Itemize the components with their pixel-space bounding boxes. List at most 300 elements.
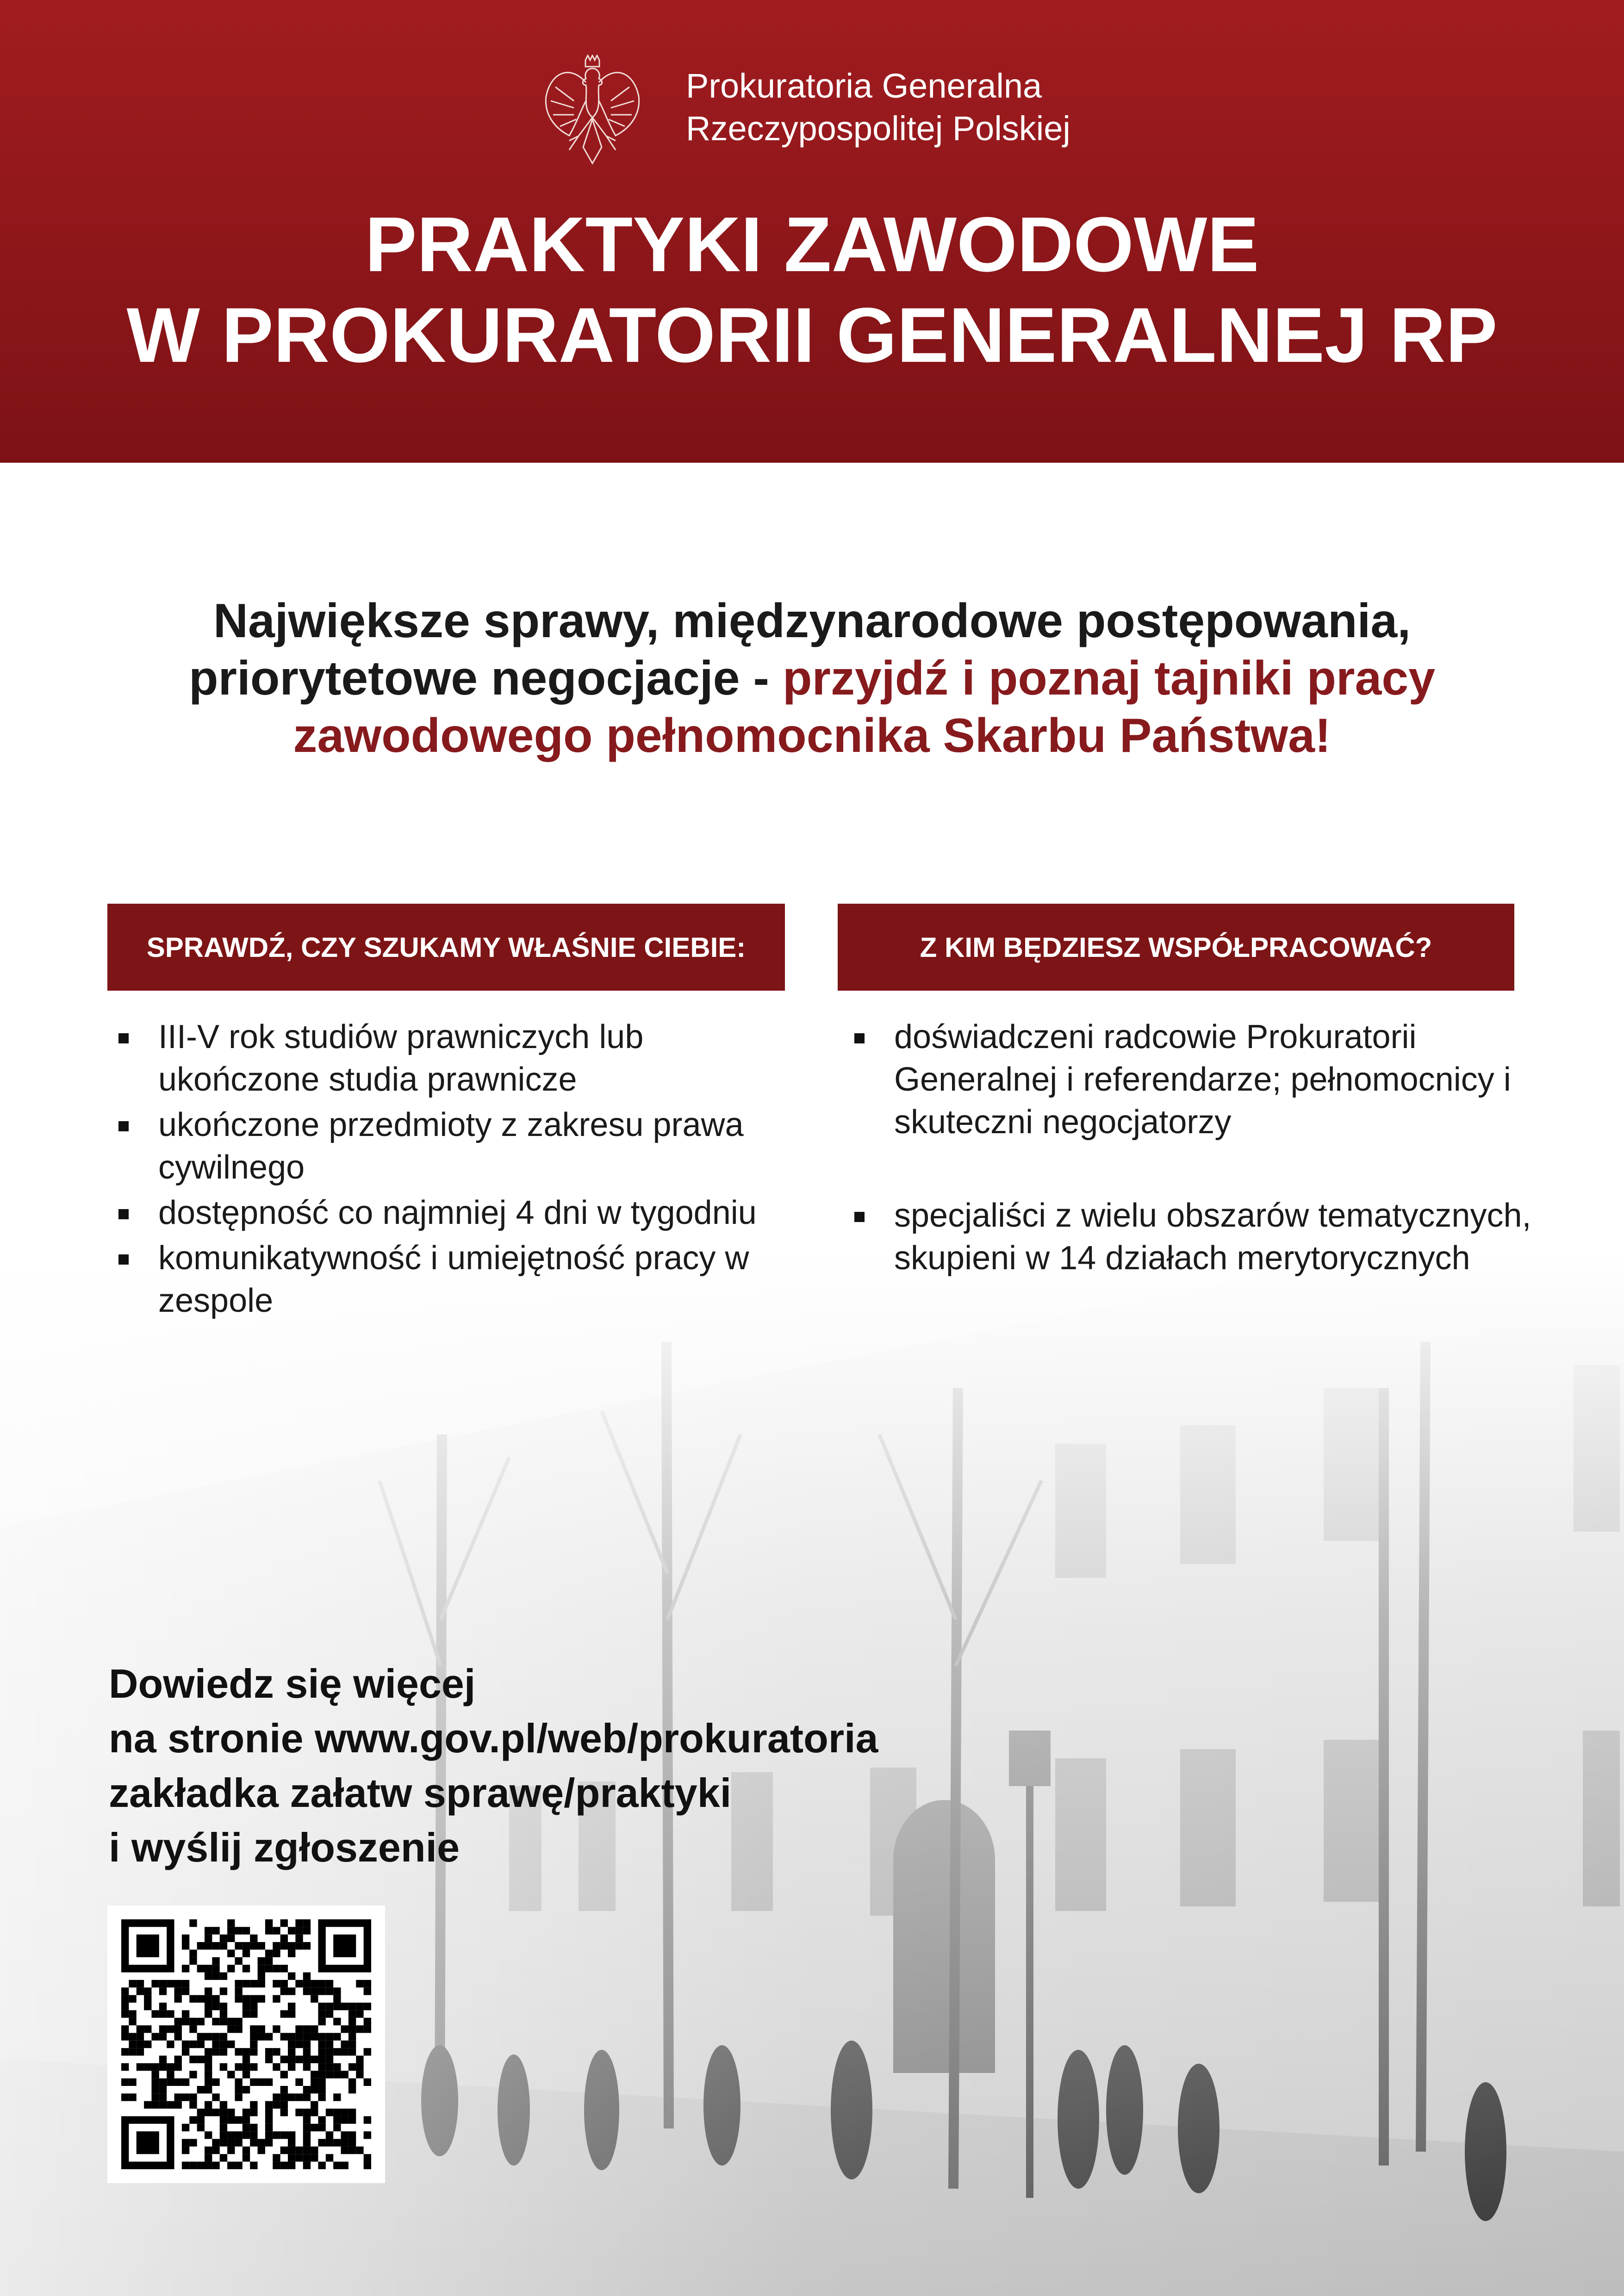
qr-module — [129, 2048, 136, 2055]
qr-module — [159, 2093, 167, 2101]
qr-module — [243, 2116, 250, 2123]
collaborators-list — [852, 1016, 1537, 1330]
qr-module — [341, 2003, 348, 2010]
qr-module — [258, 1957, 265, 1965]
qr-module — [151, 2071, 159, 2078]
qr-module — [333, 2063, 341, 2071]
qr-module — [303, 2063, 311, 2071]
qr-module — [288, 1927, 295, 1934]
qr-module — [273, 2162, 280, 2169]
qr-module — [318, 2162, 325, 2169]
qr-module — [212, 2003, 219, 2010]
qr-module — [250, 2101, 257, 2109]
qr-module — [250, 1980, 257, 1987]
qr-module — [243, 2063, 250, 2071]
qr-module — [273, 1942, 280, 1949]
qr-module — [159, 2010, 167, 2017]
qr-module — [243, 1980, 250, 1987]
list-item-text: dostępność co najmniej 4 dni w tygodniu — [158, 1194, 757, 1231]
qr-module — [121, 2010, 129, 2017]
qr-module — [182, 2041, 189, 2048]
qr-module — [295, 2109, 303, 2116]
qr-module — [205, 1995, 212, 2003]
list-item — [116, 1104, 810, 1189]
qr-module — [197, 2109, 205, 2116]
qr-module — [311, 2124, 318, 2131]
list-item — [116, 1016, 810, 1101]
list-item-text: doświadczeni radcowie Prokuratorii Generalnej i referendarze; pełnomocnicy i skuteczni negocjatorzy — [894, 1018, 1511, 1141]
qr-module — [220, 2041, 227, 2048]
qr-module — [295, 2033, 303, 2040]
qr-module — [348, 2139, 356, 2147]
qr-module — [167, 1980, 174, 1987]
qr-module — [250, 1995, 257, 2003]
qr-module — [356, 2010, 363, 2017]
more-info-line2: na stronie www.gov.pl/web/prokuratoria — [109, 1715, 878, 1761]
qr-module — [348, 2041, 356, 2048]
qr-module — [182, 2093, 189, 2101]
tagline-line3-red: zawodowego pełnomocnika Skarbu Państwa! — [293, 709, 1331, 763]
qr-module — [205, 2079, 212, 2086]
qr-module — [280, 1965, 288, 1972]
bullet-square-icon — [854, 1212, 865, 1222]
qr-module — [121, 2033, 129, 2040]
qr-module — [288, 1973, 295, 1980]
qr-module — [144, 1987, 151, 1995]
qr-module — [364, 2116, 371, 2123]
qr-module — [227, 2071, 235, 2078]
qr-module — [303, 2154, 311, 2161]
qr-module — [311, 2025, 318, 2033]
org-name-line2: Rzeczypospolitej Polskiej — [686, 109, 1070, 148]
qr-module — [303, 2056, 311, 2063]
qr-module — [303, 2147, 311, 2154]
qr-module — [137, 2063, 144, 2071]
qr-module — [258, 1980, 265, 1987]
qr-module — [258, 1965, 265, 1972]
qr-module — [205, 2056, 212, 2063]
qr-module — [280, 2109, 288, 2116]
qr-module — [189, 2162, 197, 2169]
qr-module — [265, 2048, 273, 2055]
qr-module — [129, 2018, 136, 2025]
qr-module — [235, 1995, 242, 2003]
qr-module — [280, 2056, 288, 2063]
qr-module — [235, 1957, 242, 1965]
qr-module — [273, 1927, 280, 1934]
qr-module — [258, 2025, 265, 2033]
qr-module — [129, 2079, 136, 2086]
qr-module — [151, 2093, 159, 2101]
qr-module — [205, 2109, 212, 2116]
qr-module — [364, 2162, 371, 2169]
qr-module — [151, 2086, 159, 2093]
qr-module — [326, 2003, 333, 2010]
qr-module — [167, 2079, 174, 2086]
qr-module — [265, 2079, 273, 2086]
qr-module — [364, 2025, 371, 2033]
list-item-text: ukończone przedmioty z zakresu prawa cywilnego — [158, 1106, 744, 1186]
qr-module — [341, 2131, 348, 2139]
qr-module — [303, 1919, 311, 1927]
requirements-heading-box — [107, 904, 785, 991]
qr-module — [318, 2079, 325, 2086]
qr-module — [311, 2079, 318, 2086]
qr-module — [212, 2139, 219, 2147]
qr-module — [235, 2018, 242, 2025]
qr-module — [311, 2147, 318, 2154]
qr-module — [333, 1995, 341, 2003]
qr-module — [159, 2063, 167, 2071]
qr-module — [159, 2086, 167, 2093]
qr-module — [243, 2003, 250, 2010]
qr-module — [356, 2071, 363, 2078]
qr-module — [280, 2086, 288, 2093]
qr-module — [280, 1942, 288, 1949]
qr-module — [288, 2139, 295, 2147]
qr-module — [273, 2131, 280, 2139]
qr-module — [167, 2063, 174, 2071]
qr-module — [250, 2003, 257, 2010]
qr-module — [326, 2154, 333, 2161]
qr-module — [121, 2079, 129, 2086]
qr-module — [212, 2147, 219, 2154]
qr-module — [189, 1919, 197, 1927]
qr-module — [144, 2101, 151, 2109]
qr-module — [235, 1987, 242, 1995]
qr-module — [318, 2063, 325, 2071]
qr-module — [174, 2056, 182, 2063]
list-item — [116, 1237, 810, 1322]
qr-module — [303, 2116, 311, 2123]
more-info-line4: i wyślij zgłoszenie — [109, 1824, 460, 1870]
qr-module — [250, 2041, 257, 2048]
qr-module — [288, 2162, 295, 2169]
list-item — [116, 1191, 810, 1234]
qr-module — [197, 2041, 205, 2048]
qr-module — [348, 2131, 356, 2139]
qr-module — [129, 2093, 136, 2101]
qr-module — [212, 1995, 219, 2003]
qr-module — [197, 1942, 205, 1949]
qr-module — [220, 2154, 227, 2161]
qr-module — [182, 2010, 189, 2017]
qr-module — [212, 2033, 219, 2040]
qr-module — [205, 2010, 212, 2017]
qr-module — [273, 1980, 280, 1987]
qr-module — [288, 2131, 295, 2139]
qr-module — [243, 2071, 250, 2078]
qr-module — [227, 2109, 235, 2116]
qr-module — [227, 1935, 235, 1942]
qr-module — [250, 2033, 257, 2040]
qr-module — [227, 1927, 235, 1934]
qr-module — [311, 2056, 318, 2063]
qr-module — [235, 2079, 242, 2086]
qr-module — [227, 1949, 235, 1957]
qr-module — [243, 1927, 250, 1934]
qr-module — [205, 2003, 212, 2010]
qr-module — [121, 2003, 129, 2010]
qr-code[interactable] — [107, 1905, 385, 2183]
qr-module — [121, 1995, 129, 2003]
qr-module — [243, 2124, 250, 2131]
qr-module — [243, 2048, 250, 2055]
qr-module — [197, 2116, 205, 2123]
qr-module — [356, 2056, 363, 2063]
qr-module — [220, 1987, 227, 1995]
qr-module — [273, 2093, 280, 2101]
qr-code-icon — [121, 1919, 371, 2169]
qr-module — [303, 1987, 311, 1995]
qr-module — [121, 1987, 129, 1995]
header-banner — [0, 0, 1624, 463]
qr-module — [364, 2154, 371, 2161]
qr-module — [212, 2093, 219, 2101]
qr-module — [189, 2025, 197, 2033]
qr-module — [243, 2154, 250, 2161]
qr-module — [295, 2041, 303, 2048]
qr-module — [318, 2086, 325, 2093]
qr-module — [250, 2079, 257, 2086]
qr-module — [280, 2071, 288, 2078]
qr-module — [205, 2048, 212, 2055]
qr-module — [243, 2109, 250, 2116]
list-item — [852, 1016, 1537, 1143]
qr-module — [197, 2086, 205, 2093]
qr-module — [348, 2086, 356, 2093]
qr-module — [265, 2131, 273, 2139]
qr-module — [311, 2071, 318, 2078]
qr-module — [280, 2147, 288, 2154]
qr-module — [227, 2025, 235, 2033]
qr-module — [250, 1935, 257, 1942]
tagline-line2-black: priorytetowe negocjacje - — [188, 652, 783, 705]
qr-module — [273, 1949, 280, 1957]
qr-module — [280, 2101, 288, 2109]
qr-module — [151, 2033, 159, 2040]
qr-module — [348, 2079, 356, 2086]
qr-module — [212, 1927, 219, 1934]
qr-module — [205, 2147, 212, 2154]
qr-module — [280, 2131, 288, 2139]
qr-module — [318, 2116, 325, 2123]
qr-module — [326, 2010, 333, 2017]
qr-module — [250, 2124, 257, 2131]
bullet-square-icon — [854, 1033, 865, 1043]
qr-module — [235, 2048, 242, 2055]
qr-module — [348, 2003, 356, 2010]
qr-module — [258, 1973, 265, 1980]
qr-module — [167, 2041, 174, 2048]
qr-module — [250, 2131, 257, 2139]
qr-module — [235, 1980, 242, 1987]
qr-module — [144, 2025, 151, 2033]
qr-module — [288, 1987, 295, 1995]
qr-module — [348, 2048, 356, 2055]
qr-module — [220, 2018, 227, 2025]
qr-module — [121, 2048, 129, 2055]
qr-module — [273, 2063, 280, 2071]
poster-title — [0, 199, 1624, 380]
qr-module — [137, 2041, 144, 2048]
qr-module — [220, 2109, 227, 2116]
more-info-line1: Dowiedz się więcej — [109, 1661, 476, 1706]
qr-module — [220, 2048, 227, 2055]
qr-module — [189, 2071, 197, 2078]
qr-module — [121, 2093, 129, 2101]
qr-module — [205, 2071, 212, 2078]
qr-module — [205, 2131, 212, 2139]
qr-module — [326, 2048, 333, 2055]
qr-module — [311, 2086, 318, 2093]
qr-module — [258, 2079, 265, 2086]
qr-module — [212, 2162, 219, 2169]
qr-module — [341, 2109, 348, 2116]
qr-module — [159, 1980, 167, 1987]
qr-module — [212, 2048, 219, 2055]
qr-module — [159, 2079, 167, 2086]
qr-module — [348, 2018, 356, 2025]
qr-module — [356, 2025, 363, 2033]
qr-module — [364, 1980, 371, 1987]
qr-module — [189, 2056, 197, 2063]
qr-module — [333, 2139, 341, 2147]
list-item-text: III-V rok studiów prawniczych lub ukończone studia prawnicze — [158, 1018, 644, 1098]
bullet-square-icon — [118, 1033, 129, 1043]
qr-module — [288, 1949, 295, 1957]
qr-module — [205, 1935, 212, 1942]
qr-module — [189, 1957, 197, 1965]
qr-module — [227, 2162, 235, 2169]
requirements-list — [116, 1016, 810, 1325]
qr-module — [243, 2056, 250, 2063]
qr-module — [243, 2131, 250, 2139]
qr-module — [295, 1935, 303, 1942]
qr-module — [159, 2033, 167, 2040]
qr-module — [250, 2109, 257, 2116]
qr-module — [288, 1942, 295, 1949]
qr-module — [333, 2116, 341, 2123]
qr-module — [295, 1980, 303, 1987]
tagline — [0, 592, 1624, 764]
qr-module — [295, 1927, 303, 1934]
qr-module — [326, 2033, 333, 2040]
qr-module — [235, 2086, 242, 2093]
collaborators-heading-box — [838, 904, 1514, 991]
qr-module — [220, 1935, 227, 1942]
qr-module — [250, 2048, 257, 2055]
qr-module — [189, 2093, 197, 2101]
qr-module — [311, 2033, 318, 2040]
qr-module — [220, 2063, 227, 2071]
qr-module — [303, 2041, 311, 2048]
qr-module — [348, 2010, 356, 2017]
qr-module — [129, 2041, 136, 2048]
qr-module — [273, 2025, 280, 2033]
qr-module — [205, 1973, 212, 1980]
qr-module — [235, 2162, 242, 2169]
qr-module — [227, 2041, 235, 2048]
qr-module — [243, 1965, 250, 1972]
bullet-square-icon — [118, 1121, 129, 1131]
qr-module — [348, 2116, 356, 2123]
qr-module — [341, 2071, 348, 2078]
qr-module — [303, 2162, 311, 2169]
qr-module — [189, 2018, 197, 2025]
qr-module — [189, 2116, 197, 2123]
qr-module — [182, 2124, 189, 2131]
qr-module — [250, 2025, 257, 2033]
qr-module — [326, 2041, 333, 2048]
qr-module — [197, 2056, 205, 2063]
qr-finder-pattern — [333, 1935, 356, 1957]
qr-module — [182, 2018, 189, 2025]
qr-module — [212, 2079, 219, 2086]
org-name-line1: Prokuratoria Generalna — [686, 67, 1042, 105]
qr-module — [220, 2116, 227, 2123]
qr-module — [341, 2041, 348, 2048]
qr-module — [288, 2093, 295, 2101]
qr-module — [220, 2131, 227, 2139]
qr-module — [333, 2018, 341, 2025]
qr-module — [356, 2063, 363, 2071]
qr-module — [303, 2139, 311, 2147]
qr-module — [250, 2010, 257, 2017]
qr-module — [174, 1995, 182, 2003]
qr-module — [311, 1995, 318, 2003]
qr-module — [205, 1942, 212, 1949]
qr-module — [265, 2124, 273, 2131]
qr-module — [295, 1919, 303, 1927]
qr-module — [348, 2063, 356, 2071]
qr-module — [205, 1965, 212, 1972]
qr-module — [348, 2033, 356, 2040]
qr-module — [205, 2154, 212, 2161]
qr-module — [220, 2003, 227, 2010]
qr-module — [295, 2093, 303, 2101]
qr-module — [341, 2048, 348, 2055]
bullet-square-icon — [118, 1254, 129, 1265]
eagle-emblem-icon — [541, 55, 643, 166]
qr-module — [159, 1987, 167, 1995]
qr-module — [326, 2131, 333, 2139]
qr-module — [326, 2139, 333, 2147]
qr-module — [288, 2041, 295, 2048]
more-info-line3: zakładka załatw sprawę/praktyki — [109, 1770, 732, 1816]
qr-module — [303, 2033, 311, 2040]
more-info — [109, 1657, 878, 1875]
qr-module — [182, 1980, 189, 1987]
qr-module — [341, 2139, 348, 2147]
qr-module — [303, 1973, 311, 1980]
qr-module — [174, 2018, 182, 2025]
requirements-heading: SPRAWDŹ, CZY SZUKAMY WŁAŚNIE CIEBIE: — [146, 931, 746, 963]
qr-module — [235, 2093, 242, 2101]
qr-module — [326, 1987, 333, 1995]
qr-module — [348, 2109, 356, 2116]
qr-module — [174, 2033, 182, 2040]
qr-module — [295, 2147, 303, 2154]
qr-module — [333, 2003, 341, 2010]
qr-module — [243, 1949, 250, 1957]
qr-module — [333, 2124, 341, 2131]
qr-module — [129, 2010, 136, 2017]
qr-module — [205, 2101, 212, 2109]
qr-module — [159, 2101, 167, 2109]
qr-module — [182, 1942, 189, 1949]
qr-module — [144, 2063, 151, 2071]
